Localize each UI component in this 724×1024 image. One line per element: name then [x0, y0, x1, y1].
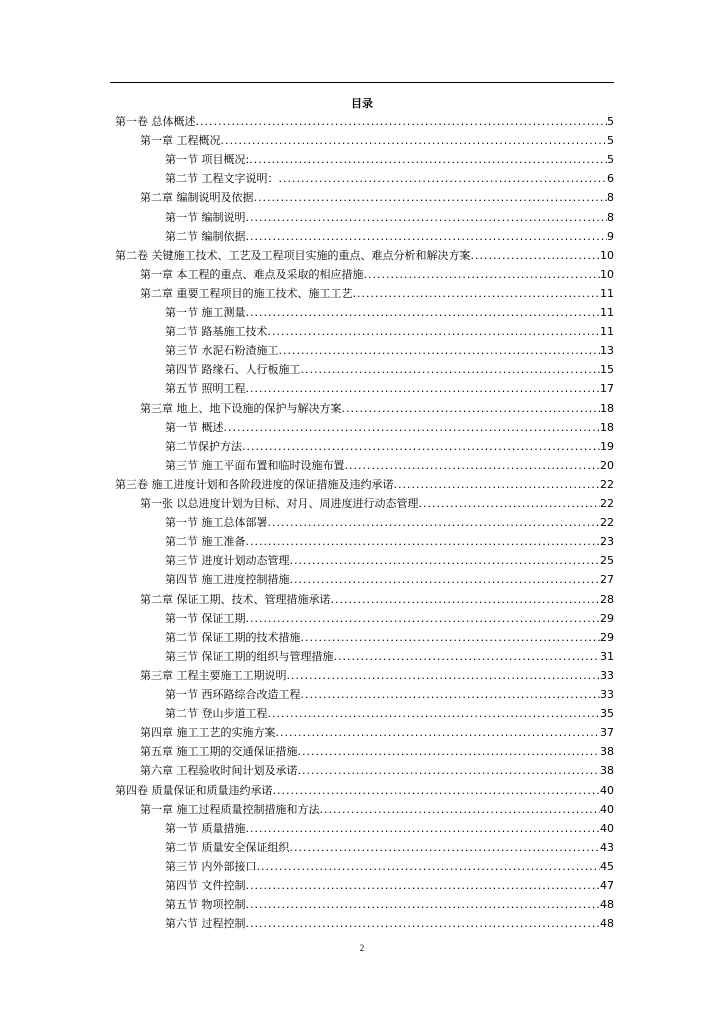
toc-leader-dots: [257, 857, 601, 876]
toc-leader-dots: [331, 590, 601, 609]
toc-leader-dots: [301, 360, 601, 379]
page-number: 2: [359, 943, 365, 953]
toc-entry-page: 40: [600, 802, 614, 816]
toc-entry-page: 47: [600, 879, 614, 892]
toc-entry-title: 第三章 地上、地下设施的保护与解决方案: [140, 401, 342, 415]
toc-entry-title: 第一张 以总进度计划为目标、对月、周进度进行动态管理: [140, 497, 419, 510]
toc-leader-dots: [279, 341, 601, 360]
toc-leader-dots: [246, 609, 601, 628]
toc-entry[interactable]: [165, 456, 614, 475]
toc-entry-title: 第一节 施工测量: [165, 306, 246, 319]
toc-entry-page: 13: [600, 344, 614, 358]
toc-entry[interactable]: [165, 360, 614, 379]
toc-entry-title: 第三节 施工平面布置和临时设施布置: [165, 458, 345, 472]
toc-entry[interactable]: [165, 150, 614, 169]
toc-leader-dots: [419, 494, 601, 513]
toc-leader-dots: [246, 379, 601, 398]
toc-entry-title: 第二节 编制依据: [165, 229, 246, 243]
toc-entry-page: 38: [600, 764, 614, 778]
toc-entry-page: 48: [600, 917, 614, 931]
toc-entry-title: 第四节 施工进度控制措施: [165, 573, 290, 587]
toc-entry[interactable]: [140, 188, 614, 207]
toc-entry[interactable]: [165, 303, 614, 322]
toc-entry[interactable]: [115, 246, 614, 265]
toc-leader-dots: [290, 551, 601, 570]
toc-leader-dots: [394, 475, 601, 494]
toc-entry-page: 19: [600, 439, 614, 453]
toc-entry-page: 9: [607, 229, 614, 243]
toc-entry-page: 38: [600, 745, 614, 759]
toc-entry-title: 第一节 编制说明: [165, 210, 246, 224]
toc-entry-title: 第一节 概述: [165, 420, 224, 434]
toc-entry[interactable]: [165, 647, 614, 666]
toc-leader-dots: [268, 322, 601, 341]
toc-entry-title: 第二节 保证工期的技术措施: [165, 630, 301, 644]
toc-entry-page: 6: [607, 172, 614, 186]
toc-leader-dots: [246, 819, 601, 838]
toc-entry-page: 22: [600, 497, 614, 510]
toc-entry-page: 11: [600, 286, 614, 300]
toc-entry-title: 第三章 工程主要施工工期说明: [140, 668, 287, 682]
toc-entry[interactable]: [165, 437, 614, 456]
toc-entry-title: 第二章 保证工期、技术、管理措施承诺: [140, 592, 331, 606]
toc-entry-page: 15: [600, 363, 614, 377]
toc-entry[interactable]: [140, 399, 614, 418]
toc-entry[interactable]: [140, 284, 614, 303]
toc-entry-title: 第二章 重要工程项目的施工技术、施工工艺: [140, 286, 353, 300]
toc-leader-dots: [471, 246, 601, 265]
toc-entry-page: 35: [600, 707, 614, 721]
toc-entry[interactable]: [165, 418, 614, 437]
toc-entry-page: 48: [600, 898, 614, 912]
toc-entry[interactable]: [165, 914, 614, 933]
toc-leader-dots: [268, 513, 601, 532]
toc-entry-title: 第六节 过程控制: [165, 917, 246, 931]
toc-entry[interactable]: [165, 341, 614, 360]
toc-entry-title: 第三节 进度计划动态管理: [165, 554, 290, 568]
toc-leader-dots: [287, 666, 601, 685]
toc-entry-page: 37: [600, 726, 614, 740]
toc-entry-title: 第二节 工程文字说明：: [165, 172, 279, 186]
toc-entry[interactable]: [140, 761, 614, 780]
toc-leader-dots: [320, 800, 601, 819]
toc-entry[interactable]: [165, 532, 614, 551]
toc-entry[interactable]: [140, 742, 614, 761]
toc-entry-page: 5: [607, 153, 614, 167]
toc-entry-page: 23: [600, 535, 614, 549]
toc-leader-dots: [224, 418, 601, 437]
toc-entry-title: 第一章 施工过程质量控制措施和方法: [140, 802, 320, 816]
toc-entry-page: 18: [600, 420, 614, 434]
toc-entry-page: 8: [607, 191, 614, 205]
toc-entry-title: 第二章 编制说明及依据: [140, 191, 254, 205]
toc-leader-dots: [279, 169, 608, 188]
toc-entry[interactable]: [165, 685, 614, 704]
toc-entry[interactable]: [165, 895, 614, 914]
toc-entry[interactable]: [165, 169, 614, 188]
toc-entry-page: 45: [600, 859, 614, 873]
toc-entry-page: 29: [600, 630, 614, 644]
toc-entry-title: 第五章 施工工期的交通保证措施: [140, 745, 298, 759]
toc-entry-title: 第三节 保证工期的组织与管理措施: [165, 649, 334, 663]
header-rule: [110, 82, 614, 83]
toc-entry[interactable]: [165, 379, 614, 398]
toc-entry[interactable]: [165, 322, 614, 341]
toc-leader-dots: [246, 303, 601, 322]
toc-entry[interactable]: [140, 590, 614, 609]
toc-entry[interactable]: [140, 131, 614, 150]
toc-entry-page: 17: [600, 382, 614, 396]
toc-entry[interactable]: [165, 876, 614, 895]
toc-entry-page: 27: [600, 573, 614, 587]
toc-entry[interactable]: [165, 628, 614, 647]
toc-entry-title: 第二节保护方法: [165, 439, 242, 453]
toc-entry-page: 11: [600, 325, 614, 339]
toc-leader-dots: [246, 208, 608, 227]
toc-leader-dots: [221, 131, 608, 150]
toc-entry-page: 33: [600, 668, 614, 682]
toc-entry-title: 第二节 路基施工技术: [165, 325, 268, 339]
toc-entry-page: 29: [600, 611, 614, 625]
toc-entry-title: 第三节 水泥石粉渣施工: [165, 344, 279, 358]
toc-entry-title: 第一章 本工程的重点、难点及采取的相应措施: [140, 267, 364, 281]
toc-entry-page: 40: [600, 821, 614, 835]
toc-entry-title: 第四章 施工工艺的实施方案: [140, 726, 276, 740]
toc-entry-title: 第二节 登山步道工程: [165, 707, 268, 721]
toc-entry-title: 第二节 施工准备: [165, 535, 246, 549]
toc-entry[interactable]: [115, 781, 614, 800]
toc-entry[interactable]: [165, 208, 614, 227]
toc-entry-page: 5: [607, 134, 614, 148]
toc-entry-page: 8: [607, 210, 614, 224]
toc-entry-page: 43: [600, 840, 614, 854]
toc-entry-title: 第一节 施工总体部署: [165, 516, 268, 530]
toc-entry[interactable]: [165, 857, 614, 876]
toc-entry-page: 10: [600, 248, 614, 262]
toc-leader-dots: [364, 265, 601, 284]
toc-entry-title: 第五节 物项控制: [165, 898, 246, 912]
toc-entry-page: 31: [600, 649, 614, 663]
toc-leader-dots: [268, 704, 601, 723]
toc-entry-title: 第一卷 总体概述: [115, 115, 196, 128]
toc-entry[interactable]: [165, 838, 614, 857]
toc-leader-dots: [246, 895, 601, 914]
toc-entry-title: 第一节 西环路综合改造工程: [165, 688, 301, 701]
toc-entry[interactable]: [165, 819, 614, 838]
toc-entry-page: 11: [600, 306, 614, 319]
toc-leader-dots: [276, 723, 601, 742]
toc-entry[interactable]: [165, 551, 614, 570]
toc-entry-title: 第二卷 关键施工技术、工艺及工程项目实施的重点、难点分析和解决方案: [115, 248, 471, 262]
toc-entry-title: 第一节 质量措施: [165, 821, 246, 835]
toc-leader-dots: [301, 685, 601, 704]
toc-entry[interactable]: [140, 494, 614, 513]
toc-leader-dots: [254, 188, 608, 207]
toc-entry-title: 第四节 文件控制: [165, 879, 246, 892]
toc-leader-dots: [301, 628, 601, 647]
toc-entry[interactable]: [140, 666, 614, 685]
toc-entry-title: 第一章 工程概况: [140, 134, 221, 148]
toc-leader-dots: [345, 456, 601, 475]
toc-entry-page: 10: [600, 267, 614, 281]
toc-leader-dots: [242, 437, 600, 456]
toc-entry-page: 18: [600, 401, 614, 415]
toc-leader-dots: [353, 284, 601, 303]
toc-entry[interactable]: [165, 570, 614, 589]
toc-leader-dots: [334, 647, 601, 666]
toc-leader-dots: [290, 570, 601, 589]
toc-entry-title: 第四卷 质量保证和质量违约承诺: [115, 783, 273, 797]
toc-entry[interactable]: [140, 800, 614, 819]
toc-entry-title: 第四节 路缘石、人行板施工: [165, 363, 301, 377]
toc-entry-page: 20: [600, 458, 614, 472]
toc-entry-page: 40: [600, 783, 614, 797]
toc-entry[interactable]: [165, 513, 614, 532]
toc-leader-dots: [273, 781, 601, 800]
toc-entry-page: 22: [600, 477, 614, 491]
toc-entry-title: 第一节 项目概况:: [165, 153, 250, 167]
toc-leader-dots: [342, 399, 601, 418]
toc-leader-dots: [298, 761, 601, 780]
toc-entry-title: 第一节 保证工期: [165, 611, 246, 625]
toc-entry-page: 25: [600, 554, 614, 568]
toc-entry-title: 第五节 照明工程: [165, 382, 246, 396]
toc-entry[interactable]: [140, 723, 614, 742]
toc-entry[interactable]: [165, 227, 614, 246]
toc-entry-title: 第三节 内外部接口: [165, 859, 257, 873]
toc-entry-page: 5: [607, 115, 614, 128]
toc-leader-dots: [298, 742, 601, 761]
toc-leader-dots: [249, 150, 607, 169]
toc-leader-dots: [290, 838, 601, 857]
toc-title: 目录: [351, 97, 373, 110]
toc-leader-dots: [196, 112, 608, 131]
toc-entry[interactable]: [115, 475, 614, 494]
toc-entry[interactable]: [165, 609, 614, 628]
toc-entry[interactable]: [165, 704, 614, 723]
toc-entry-page: 33: [600, 688, 614, 701]
toc-leader-dots: [246, 876, 601, 895]
toc-entry[interactable]: [115, 112, 614, 131]
toc-entry-title: 第三卷 施工进度计划和各阶段进度的保证措施及违约承诺: [115, 477, 394, 491]
toc-entry-title: 第六章 工程验收时间计划及承诺: [140, 764, 298, 778]
toc-leader-dots: [246, 227, 608, 246]
toc-leader-dots: [246, 914, 601, 933]
toc-entry[interactable]: [140, 265, 614, 284]
toc-entry-page: 28: [600, 592, 614, 606]
toc-entry-title: 第二节 质量安全保证组织: [165, 840, 290, 854]
toc-entry-page: 22: [600, 516, 614, 530]
toc-leader-dots: [246, 532, 601, 551]
